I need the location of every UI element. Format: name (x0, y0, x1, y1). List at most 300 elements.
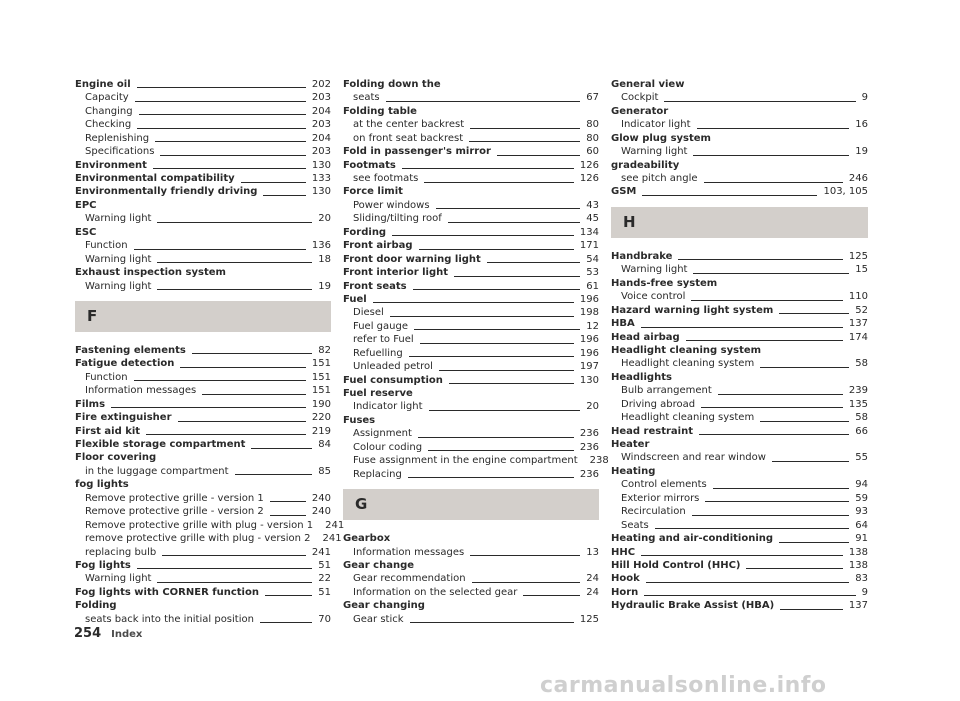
subentry-text: Exterior mirrors (621, 492, 700, 504)
page-reference: 241 (322, 533, 342, 545)
index-column-2 (343, 78, 609, 626)
index-entry (75, 199, 331, 226)
subentry-text: Warning light (85, 573, 152, 585)
leader-line (157, 222, 312, 223)
leader-line (265, 595, 312, 596)
page-reference: 151 (311, 385, 331, 397)
subentry-text: Information on the selected gear (353, 586, 518, 598)
index-entry (343, 374, 599, 387)
leader-line (642, 195, 817, 196)
page-reference: 15 (855, 264, 868, 276)
page-reference: 45 (586, 213, 599, 225)
leader-line (429, 410, 581, 411)
page-reference: 20 (586, 401, 599, 413)
subentry-text: at the center backrest (353, 119, 465, 131)
entry-text: Head restraint (611, 425, 693, 437)
entry-text: Heater (611, 439, 650, 451)
index-entry (343, 159, 599, 186)
index-entry (75, 357, 331, 397)
index-entry (611, 438, 868, 465)
page-reference: 85 (318, 465, 331, 477)
leader-line (410, 622, 574, 623)
entry-text: Generator (611, 105, 669, 117)
page-reference: 134 (579, 226, 599, 238)
index-entry-heading (611, 317, 868, 330)
index-subentry (611, 384, 868, 397)
index-subentry (75, 519, 345, 532)
leader-line (699, 434, 849, 435)
entry-text: Handbrake (611, 250, 673, 262)
entry-text: Fording (343, 226, 387, 238)
page-reference: 236 (579, 441, 599, 453)
page-reference: 24 (586, 586, 599, 598)
index-subentry (343, 333, 599, 346)
index-entry (611, 132, 868, 159)
entry-text: Force limit (343, 186, 403, 198)
index-entry (75, 226, 331, 266)
page-reference: 220 (311, 412, 331, 424)
page-reference: 126 (579, 173, 599, 185)
page-reference: 135 (848, 398, 868, 410)
index-entry (343, 186, 599, 226)
index-subentry (611, 519, 868, 532)
page-reference: 18 (318, 253, 331, 265)
page-reference: 240 (311, 506, 331, 518)
leader-line (157, 289, 312, 290)
index-subentry (343, 347, 599, 360)
page-reference: 241 (311, 546, 331, 558)
subentry-text: Diesel (353, 307, 384, 319)
index-subentry (75, 613, 331, 626)
page-reference: 20 (318, 213, 331, 225)
page-reference: 130 (311, 186, 331, 198)
index-entry (611, 371, 868, 425)
index-entry-heading (343, 387, 599, 400)
page-reference: 61 (586, 280, 599, 292)
subentry-text: Unleaded petrol (353, 361, 433, 373)
index-entry-heading (611, 465, 868, 478)
index-subentry (343, 401, 599, 414)
entry-text: Gearbox (343, 533, 391, 545)
index-subentry (343, 546, 599, 559)
index-entry (75, 344, 331, 357)
page-reference: 204 (311, 105, 331, 117)
index-entry-heading (611, 425, 868, 438)
leader-line (157, 262, 312, 263)
page-reference: 9 (861, 586, 868, 598)
leader-line (134, 249, 306, 250)
leader-line (705, 501, 849, 502)
entry-text: Exhaust inspection system (75, 267, 226, 279)
index-subentry (343, 360, 599, 373)
page-reference: 66 (855, 425, 868, 437)
index-subentry (343, 468, 599, 481)
index-subentry (343, 586, 599, 599)
leader-line (641, 555, 843, 556)
index-entry-heading (343, 159, 599, 172)
watermark: carmanualsonline.info (540, 673, 827, 698)
index-entry-heading (343, 226, 599, 239)
subentry-text: Voice control (621, 291, 686, 303)
index-entry (75, 159, 331, 172)
subentry-text: Capacity (85, 92, 129, 104)
page-reference: 80 (586, 119, 599, 131)
leader-line (263, 195, 305, 196)
subentry-text: Remove protective grille - version 1 (85, 492, 264, 504)
index-entry-heading (611, 105, 868, 118)
leader-line (772, 461, 849, 462)
leader-line (644, 595, 855, 596)
index-entry-heading (611, 344, 868, 357)
page-reference: 190 (311, 398, 331, 410)
leader-line (746, 568, 842, 569)
page-reference: 22 (318, 573, 331, 585)
entry-text: Hook (611, 573, 640, 585)
page-reference: 246 (848, 173, 868, 185)
index-entry-heading (75, 344, 331, 357)
page-reference: 137 (848, 600, 868, 612)
entry-text: Headlights (611, 371, 672, 383)
subentry-text: Function (85, 240, 128, 252)
index-subentry (75, 572, 331, 585)
section-label: Index (111, 629, 143, 640)
page-reference: 67 (586, 92, 599, 104)
page-reference: 58 (855, 412, 868, 424)
index-entry-heading (75, 438, 331, 451)
index-entry-heading (611, 586, 868, 599)
subentry-text: see footmats (353, 173, 419, 185)
index-entry (343, 414, 609, 481)
index-entry-heading (343, 78, 599, 91)
index-entry (343, 266, 599, 279)
index-subentry (75, 492, 331, 505)
subentry-text: seats (353, 92, 380, 104)
page-reference: 19 (318, 280, 331, 292)
leader-line (162, 555, 306, 556)
page-reference: 197 (579, 361, 599, 373)
index-entry (75, 599, 331, 626)
page-reference: 240 (311, 492, 331, 504)
index-column-1 (75, 78, 345, 626)
leader-line (697, 128, 850, 129)
page-reference: 70 (318, 613, 331, 625)
leader-line (178, 421, 306, 422)
subentry-text: Power windows (353, 199, 430, 211)
index-subentry (611, 411, 868, 424)
leader-line (414, 329, 580, 330)
subentry-text: Cockpit (621, 92, 659, 104)
page-reference: 203 (311, 92, 331, 104)
entry-text: Heating (611, 465, 656, 477)
subentry-text: Remove protective grille - version 2 (85, 506, 264, 518)
subentry-text: Windscreen and rear window (621, 452, 766, 464)
entry-text: Fatigue detection (75, 358, 175, 370)
entry-text: HBA (611, 318, 635, 330)
index-subentry (343, 572, 599, 585)
page-reference: 137 (848, 318, 868, 330)
section-letter-header: F (75, 301, 331, 332)
index-entry-heading (75, 478, 331, 491)
page-reference: 59 (855, 492, 868, 504)
leader-line (413, 289, 581, 290)
page-reference: 151 (311, 371, 331, 383)
subentry-text: Warning light (85, 213, 152, 225)
page-number: 254 (74, 626, 102, 641)
leader-line (373, 302, 574, 303)
index-column-3 (611, 78, 868, 613)
page-reference: 196 (579, 334, 599, 346)
index-entry (611, 105, 868, 132)
index-subentry (611, 91, 868, 104)
subentry-text: Warning light (85, 280, 152, 292)
entry-text: Hands-free system (611, 277, 718, 289)
leader-line (386, 101, 581, 102)
index-entry-heading (343, 253, 599, 266)
index-entry-heading (611, 250, 868, 263)
page-reference: 151 (311, 358, 331, 370)
subentry-text: replacing bulb (85, 546, 157, 558)
index-entry-heading (75, 559, 331, 572)
index-entry (611, 186, 868, 199)
subentry-text: Function (85, 371, 128, 383)
page-reference: 12 (586, 320, 599, 332)
leader-line (779, 542, 849, 543)
index-entry (343, 559, 599, 599)
entry-text: HHC (611, 546, 636, 558)
leader-line (704, 182, 843, 183)
leader-line (139, 114, 306, 115)
index-subentry (75, 212, 331, 225)
index-entry-heading (343, 266, 599, 279)
page-reference: 83 (855, 573, 868, 585)
subentry-text: Information messages (85, 385, 197, 397)
index-subentry (343, 212, 599, 225)
index-subentry (343, 91, 599, 104)
leader-line (111, 407, 306, 408)
leader-line (137, 128, 306, 129)
entry-text: Front interior light (343, 267, 449, 279)
index-subentry (611, 492, 868, 505)
index-entry-heading (611, 132, 868, 145)
leader-line (202, 394, 306, 395)
page-reference: 84 (318, 439, 331, 451)
leader-line (760, 367, 849, 368)
entry-text: Head airbag (611, 331, 680, 343)
index-subentry (611, 478, 868, 491)
leader-line (270, 515, 306, 516)
entry-text: Fuel consumption (343, 374, 443, 386)
index-entry-heading (75, 266, 331, 279)
index-entry (343, 280, 599, 293)
leader-line (251, 448, 312, 449)
index-entry-heading (611, 532, 868, 545)
index-entry (343, 387, 599, 414)
subentry-text: Gear recommendation (353, 573, 466, 585)
page-reference: 110 (848, 291, 868, 303)
entry-text: Fog lights with CORNER function (75, 586, 259, 598)
index-subentry (611, 290, 868, 303)
leader-line (418, 437, 574, 438)
leader-line (424, 182, 574, 183)
leader-line (408, 477, 574, 478)
leader-line (160, 155, 305, 156)
index-entry (343, 145, 599, 158)
index-entry-heading (75, 172, 331, 185)
entry-text: Glow plug system (611, 132, 711, 144)
index-subentry (343, 441, 599, 454)
index-entry-heading (75, 199, 331, 212)
page-reference: 196 (579, 347, 599, 359)
index-entry-heading (75, 357, 331, 370)
index-entry (343, 599, 599, 626)
entry-text: Fuses (343, 414, 376, 426)
page-footer (74, 626, 142, 641)
page-reference: 130 (311, 159, 331, 171)
index-subentry (611, 357, 868, 370)
index-subentry (75, 546, 331, 559)
entry-text: Headlight cleaning system (611, 344, 762, 356)
index-subentry (75, 384, 331, 397)
index-entry-heading (611, 546, 868, 559)
index-entry-heading (611, 371, 868, 384)
index-entry-heading (611, 159, 868, 172)
index-entry-heading (343, 280, 599, 293)
entry-text: Fastening elements (75, 344, 186, 356)
page-reference: 204 (311, 132, 331, 144)
leader-line (137, 87, 306, 88)
leader-line (760, 421, 849, 422)
index-subentry (611, 398, 868, 411)
entry-text: gradeability (611, 159, 680, 171)
page-reference: 138 (848, 546, 868, 558)
leader-line (701, 407, 843, 408)
index-subentry (611, 172, 868, 185)
page-reference: 203 (311, 146, 331, 158)
index-subentry (75, 239, 331, 252)
leader-line (449, 383, 574, 384)
index-entry (611, 250, 868, 277)
entry-text: Environmentally friendly driving (75, 186, 258, 198)
entry-text: Gear change (343, 559, 415, 571)
index-entry (75, 78, 331, 159)
leader-line (472, 582, 581, 583)
index-entry-heading (75, 78, 331, 91)
entry-text: Front seats (343, 280, 407, 292)
index-entry (611, 572, 868, 585)
subentry-text: Headlight cleaning system (621, 412, 755, 424)
leader-line (428, 450, 574, 451)
leader-line (664, 101, 855, 102)
entry-text: Fog lights (75, 559, 131, 571)
index-entry-heading (343, 414, 599, 427)
subentry-text: Control elements (621, 479, 707, 491)
entry-text: Folding table (343, 105, 417, 117)
index-entry (75, 425, 331, 438)
index-entry (343, 226, 599, 239)
page-reference: 91 (855, 533, 868, 545)
subentry-text: Indicator light (353, 401, 423, 413)
page-reference: 93 (855, 506, 868, 518)
entry-text: Fuel reserve (343, 388, 413, 400)
index-entry (343, 253, 599, 266)
entry-text: Environmental compatibility (75, 173, 235, 185)
index-entry (611, 331, 868, 344)
index-entry-heading (611, 304, 868, 317)
index-entry (611, 159, 868, 186)
leader-line (691, 300, 842, 301)
entry-text: Hazard warning light system (611, 304, 774, 316)
leader-line (419, 249, 574, 250)
page-reference: 19 (855, 146, 868, 158)
entry-text: Engine oil (75, 78, 131, 90)
index-entry-heading (75, 226, 331, 239)
index-entry-heading (611, 78, 868, 91)
leader-line (523, 595, 580, 596)
entry-text: GSM (611, 186, 637, 198)
page-reference: 125 (848, 250, 868, 262)
index-subentry (343, 132, 599, 145)
index-entry-heading (75, 159, 331, 172)
index-entry-heading (343, 559, 599, 572)
index-entry (343, 239, 599, 252)
leader-line (153, 168, 306, 169)
entry-text: ESC (75, 226, 97, 238)
page-reference: 136 (311, 240, 331, 252)
index-entry (343, 532, 599, 559)
leader-line (692, 515, 850, 516)
index-subentry (75, 253, 331, 266)
index-entry-heading (611, 186, 868, 199)
index-entry-heading (611, 438, 868, 451)
entry-text: Folding (75, 600, 117, 612)
page-reference: 239 (848, 385, 868, 397)
page-reference: 130 (579, 374, 599, 386)
leader-line (390, 316, 574, 317)
index-entry-heading (343, 374, 599, 387)
page-reference: 198 (579, 307, 599, 319)
leader-line (155, 141, 306, 142)
page-reference: 94 (855, 479, 868, 491)
index-subentry (343, 199, 599, 212)
subentry-text: Fuse assignment in the engine compartment (353, 455, 578, 467)
subentry-text: remove protective grille with plug - version 2 (85, 533, 311, 545)
page-reference: 219 (311, 425, 331, 437)
index-entry (75, 586, 331, 599)
index-entry (611, 304, 868, 317)
page-reference: 138 (848, 559, 868, 571)
index-entry (611, 586, 868, 599)
page-reference: 125 (579, 613, 599, 625)
entry-text: Fuel (343, 293, 367, 305)
leader-line (241, 182, 306, 183)
leader-line (409, 356, 574, 357)
subentry-text: Replenishing (85, 132, 150, 144)
entry-text: Horn (611, 586, 639, 598)
index-entry (611, 532, 868, 545)
subentry-text: Colour coding (353, 441, 423, 453)
index-entry-heading (75, 411, 331, 424)
index-subentry (75, 91, 331, 104)
index-entry (75, 186, 331, 199)
entry-text: General view (611, 78, 685, 90)
leader-line (146, 434, 306, 435)
index-entry-heading (75, 186, 331, 199)
leader-line (686, 340, 843, 341)
leader-line (134, 380, 306, 381)
index-entry-heading (611, 331, 868, 344)
index-subentry (75, 505, 331, 518)
subentry-text: Headlight cleaning system (621, 358, 755, 370)
